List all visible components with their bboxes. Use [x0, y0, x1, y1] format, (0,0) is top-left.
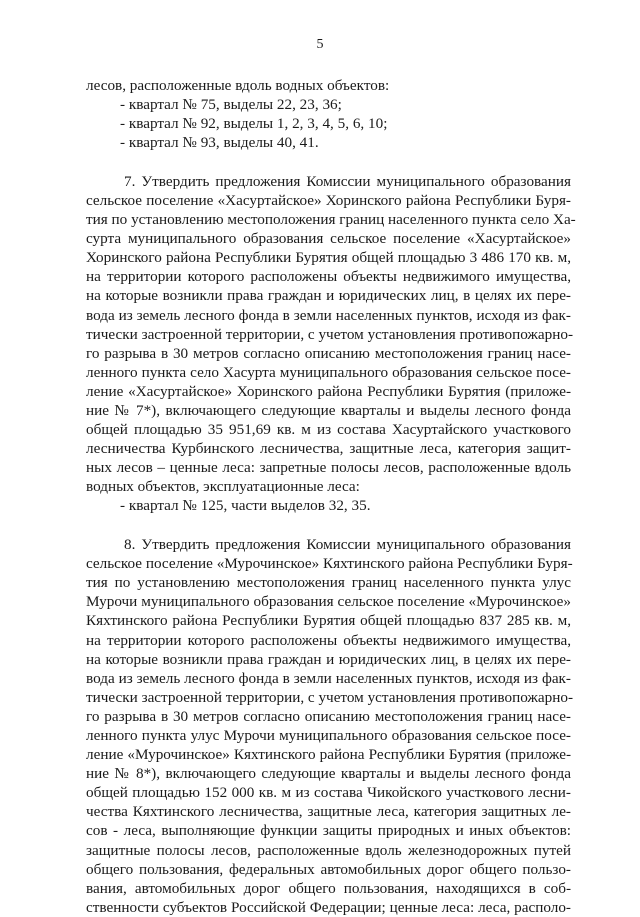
paragraph-gap	[86, 516, 571, 536]
text-line: тически застроенной территории, с учетом установления противопожарно-	[86, 325, 574, 343]
text-line: Мурочи муниципального образования сельское поселение «Мурочинское»	[86, 593, 571, 611]
text-line: вода из земель лесного фонда в земли населенных пунктов, исходя из фак-	[86, 306, 571, 324]
text-line: общей площадью 152 000 кв. м из состава Чикойского участкового лесни-	[86, 784, 571, 802]
text-line: Хоринского района Республики Бурятия общей площадью 3 486 170 кв. м,	[86, 249, 571, 267]
paragraph-gap	[86, 152, 571, 172]
text-line: 8. Утвердить предложения Комиссии муниципального образования	[124, 536, 571, 554]
text-line: ление «Мурочинское» Кяхтинского района Республики Бурятия (приложе-	[86, 746, 571, 764]
text-line: вода из земель лесного фонда в земли населенных пунктов, исходя из фак-	[86, 669, 571, 687]
text-line: тия по установлению местоположения границ населенного пункта улус	[86, 574, 571, 592]
text-line: на которые возникли права граждан и юридических лиц, в целях их пере-	[86, 287, 571, 305]
text-line: сурта муниципального образования сельское поселение «Хасуртайское»	[86, 230, 571, 248]
text-line: чества Кяхтинского лесничества, защитные леса, категория защитных ле-	[86, 803, 571, 821]
list-item: - квартал № 92, выделы 1, 2, 3, 4, 5, 6, 10;	[120, 115, 388, 133]
text-line: общего пользования, федеральных автомобильных дорог общего пользо-	[86, 860, 571, 878]
paragraph-8	[86, 535, 574, 917]
list-item: - квартал № 75, выделы 22, 23, 36;	[120, 96, 342, 114]
text-line: го разрыва в 30 метров согласно описанию местоположения границ насе-	[86, 707, 571, 725]
text-line: сельское поселение «Хасуртайское» Хоринского района Республики Буря-	[86, 191, 571, 209]
text-line: на территории которого расположены объекты недвижимого имущества,	[86, 631, 571, 649]
text-line: ственности субъектов Российской Федерации; ценные леса: леса, располо-	[86, 898, 571, 916]
text-line: водных объектов, эксплуатационные леса:	[86, 478, 360, 496]
text-line: ленного пункта улус Мурочи муниципального образования сельское посе-	[86, 727, 571, 744]
text-line: общей площадью 35 951,69 кв. м из состава Хасуртайского участкового	[86, 421, 571, 439]
text-line: ние № 8*), включающего следующие кварталы и выделы лесного фонда	[86, 765, 571, 783]
list-item: - квартал № 93, выделы 40, 41.	[120, 134, 319, 152]
text-line: сов - леса, выполняющие функции защиты природных и иных объектов:	[86, 822, 571, 840]
text-line: тия по установлению местоположения границ населенного пункта село Ха-	[86, 211, 576, 229]
text-line: лесов, расположенные вдоль водных объектов:	[86, 77, 390, 94]
text-line: ных лесов – ценные леса: запретные полосы лесов, расположенные вдоль	[86, 459, 571, 477]
text-line: вания, автомобильных дорог общего пользования, находящихся в соб-	[86, 879, 571, 897]
text-line: го разрыва в 30 метров согласно описанию местоположения границ насе-	[86, 344, 571, 362]
text-line: 7. Утвердить предложения Комиссии муниципального образования	[124, 172, 571, 190]
text-line: ление «Хасуртайское» Хоринского района Республики Бурятия (приложе-	[86, 382, 571, 400]
text-line: Кяхтинского района Республики Бурятия общей площадью 837 285 кв. м,	[86, 612, 571, 630]
text-line: ние № 7*), включающего следующие кварталы и выделы лесного фонда	[86, 402, 571, 419]
list-item: - квартал № 125, части выделов 32, 35.	[120, 497, 371, 515]
text-line: на которые возникли права граждан и юридических лиц, в целях их пере-	[86, 650, 571, 668]
text-line: защитные полосы лесов, расположенные вдоль железнодорожных путей	[86, 841, 571, 859]
intro-block	[86, 76, 571, 152]
text-line: на территории которого расположены объекты недвижимого имущества,	[86, 268, 571, 286]
text-line: тически застроенной территории, с учетом установления противопожарно-	[86, 688, 574, 706]
paragraph-7	[86, 172, 576, 516]
text-line: сельское поселение «Мурочинское» Кяхтинского района Республики Буря-	[86, 555, 573, 573]
text-line: ленного пункта село Хасурта муниципального образования сельское посе-	[86, 363, 571, 381]
text-line: лесничества Курбинского лесничества, защитные леса, категория защит-	[86, 440, 571, 458]
page-number: 5	[316, 37, 324, 52]
document-body	[86, 76, 576, 917]
